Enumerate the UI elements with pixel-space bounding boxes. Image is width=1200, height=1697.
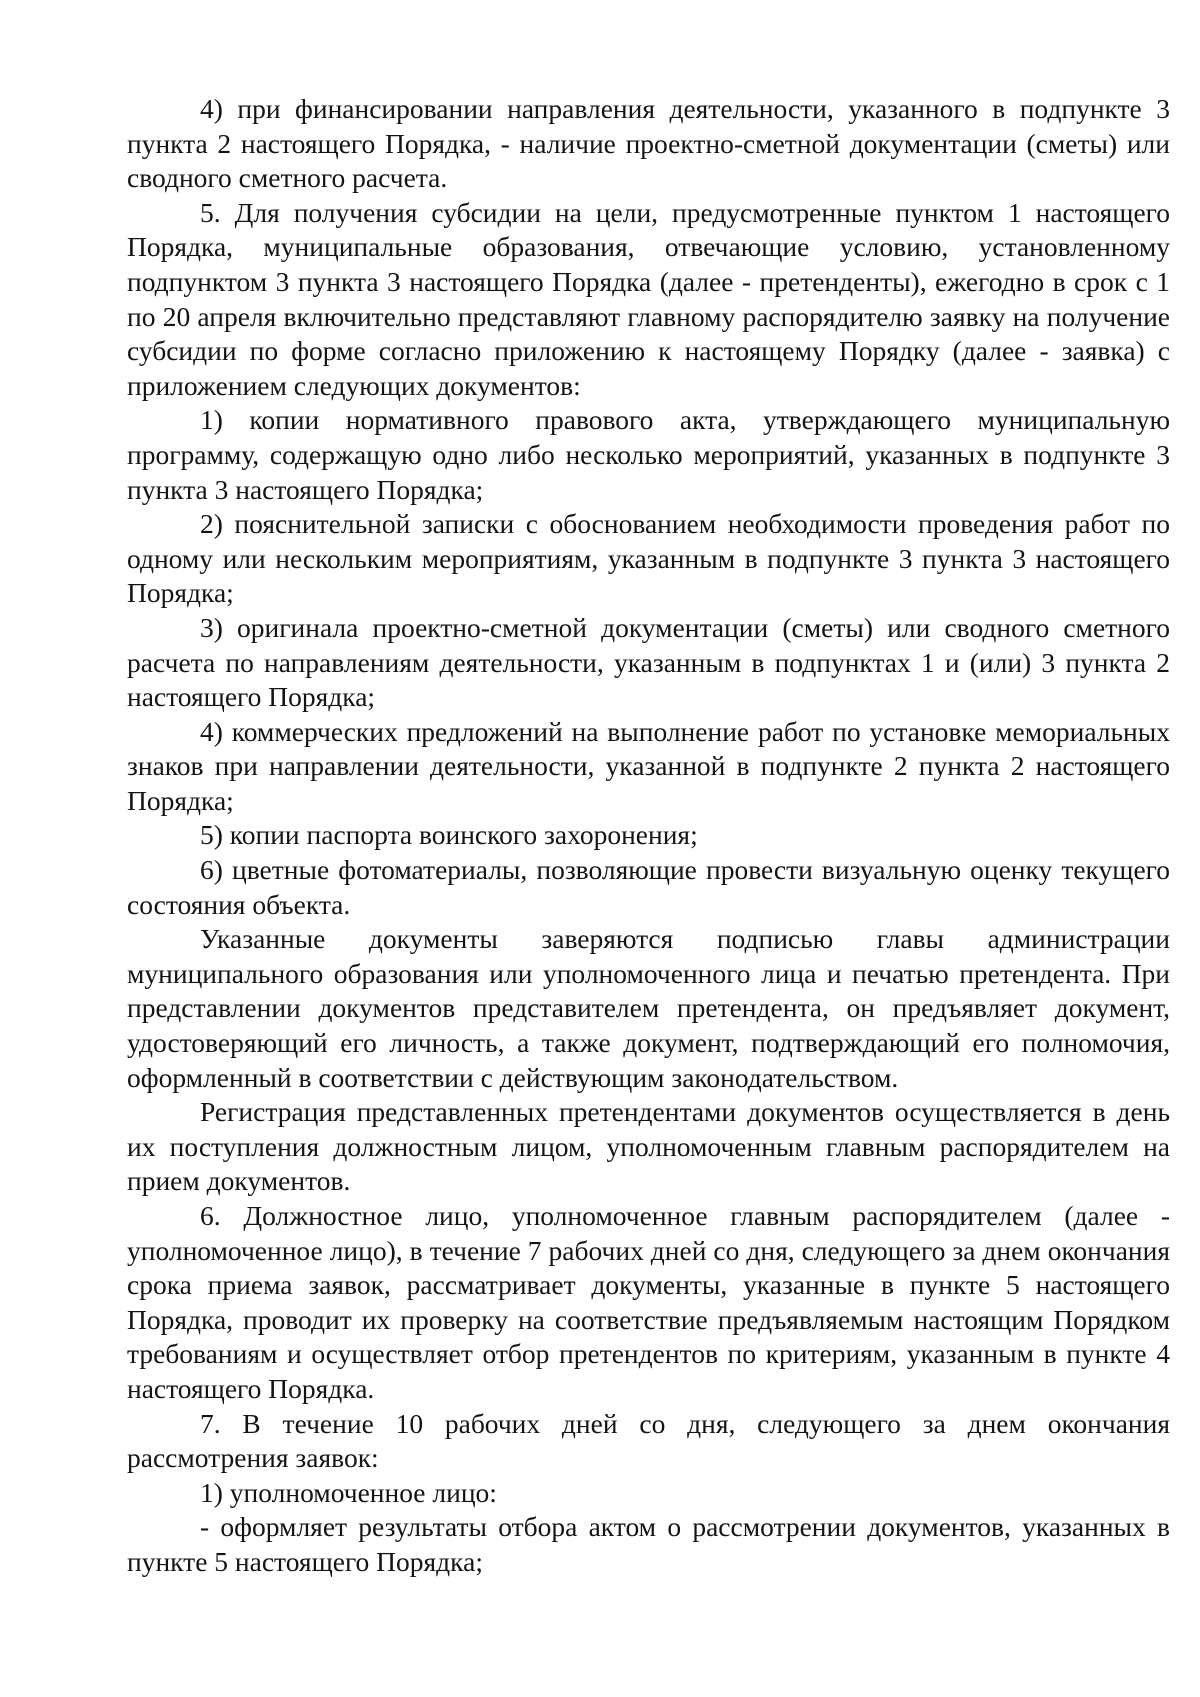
paragraph-item-5: 5. Для получения субсидии на цели, предусмотренные пунктом 1 настоящего Порядка, муниципальные образования, отвечающие условию, установленному подпунктом 3 пункта 3 настоящего Порядка (далее - претенденты), ежегодно в срок с 1 по 20 апреля включительно представляют главному распорядителю заявку на получение субсидии по форме согласно приложению к настоящему Порядку (далее - заявка) с приложением следующих документов: xyxy=(127,196,1170,401)
paragraph-subitem-4-financing: 4) при финансировании направления деятельности, указанного в подпункте 3 пункта 2 настоящего Порядка, - наличие проектно-сметной документации (сметы) или сводного сметного расчета. xyxy=(127,93,1170,194)
paragraph-registration: Регистрация представленных претендентами документов осуществляется в день их поступления должностным лицом, уполномоченным главным распорядителем на прием документов. xyxy=(127,1096,1170,1197)
paragraph-item-6: 6. Должностное лицо, уполномоченное главным распорядителем (далее - уполномоченное лицо), в течение 7 рабочих дней со дня, следующего за днем окончания срока приема заявок, рассматривает документы, указанные в пункте 5 настоящего Порядка, проводит их проверку на соответствие предъявляемым настоящим Порядком требованиям и осуществляет отбор претендентов по критериям, указанным в пункте 4 настоящего Порядка. xyxy=(127,1200,1170,1404)
paragraph-subitem-4-offers: 4) коммерческих предложений на выполнение работ по установке мемориальных знаков при направлении деятельности, указанной в подпункте 2 пункта 2 настоящего Порядка; xyxy=(127,715,1170,816)
paragraph-subitem-5-passport: 5) копии паспорта воинского захоронения; xyxy=(200,819,698,851)
paragraph-item-7-dash: - оформляет результаты отбора актом о рассмотрении документов, указанных в пункте 5 настоящего Порядка; xyxy=(127,1511,1170,1577)
paragraph-subitem-2-note: 2) пояснительной записки с обоснованием необходимости проведения работ по одному или нескольким мероприятиям, указанным в подпункте 3 пункта 3 настоящего Порядка; xyxy=(127,508,1170,609)
paragraph-item-7: 7. В течение 10 рабочих дней со дня, следующего за днем окончания рассмотрения заявок: xyxy=(127,1407,1170,1474)
paragraph-subitem-1-copies: 1) копии нормативного правового акта, утверждающего муниципальную программу, содержащую одно либо несколько мероприятий, указанных в подпункте 3 пункта 3 настоящего Порядка; xyxy=(127,404,1170,505)
paragraph-item-7-subitem-1: 1) уполномоченное лицо: xyxy=(200,1476,497,1508)
paragraph-subitem-6-photos: 6) цветные фотоматериалы, позволяющие провести визуальную оценку текущего состояния объекта. xyxy=(127,854,1170,920)
paragraph-subitem-3-original: 3) оригинала проектно-сметной документации (сметы) или сводного сметного расчета по направлениям деятельности, указанным в подпунктах 1 и (или) 3 пункта 2 настоящего Порядка; xyxy=(127,611,1170,713)
document-body xyxy=(127,92,1170,1580)
paragraph-certification: Указанные документы заверяются подписью главы администрации муниципального образования или уполномоченного лица и печатью претендента. При представлении документов представителем претендента, он предъявляет документ, удостоверяющий его личность, а также документ, подтверждающий его полномочия, оформленный в соответствии с действующим законодательством. xyxy=(127,923,1170,1093)
